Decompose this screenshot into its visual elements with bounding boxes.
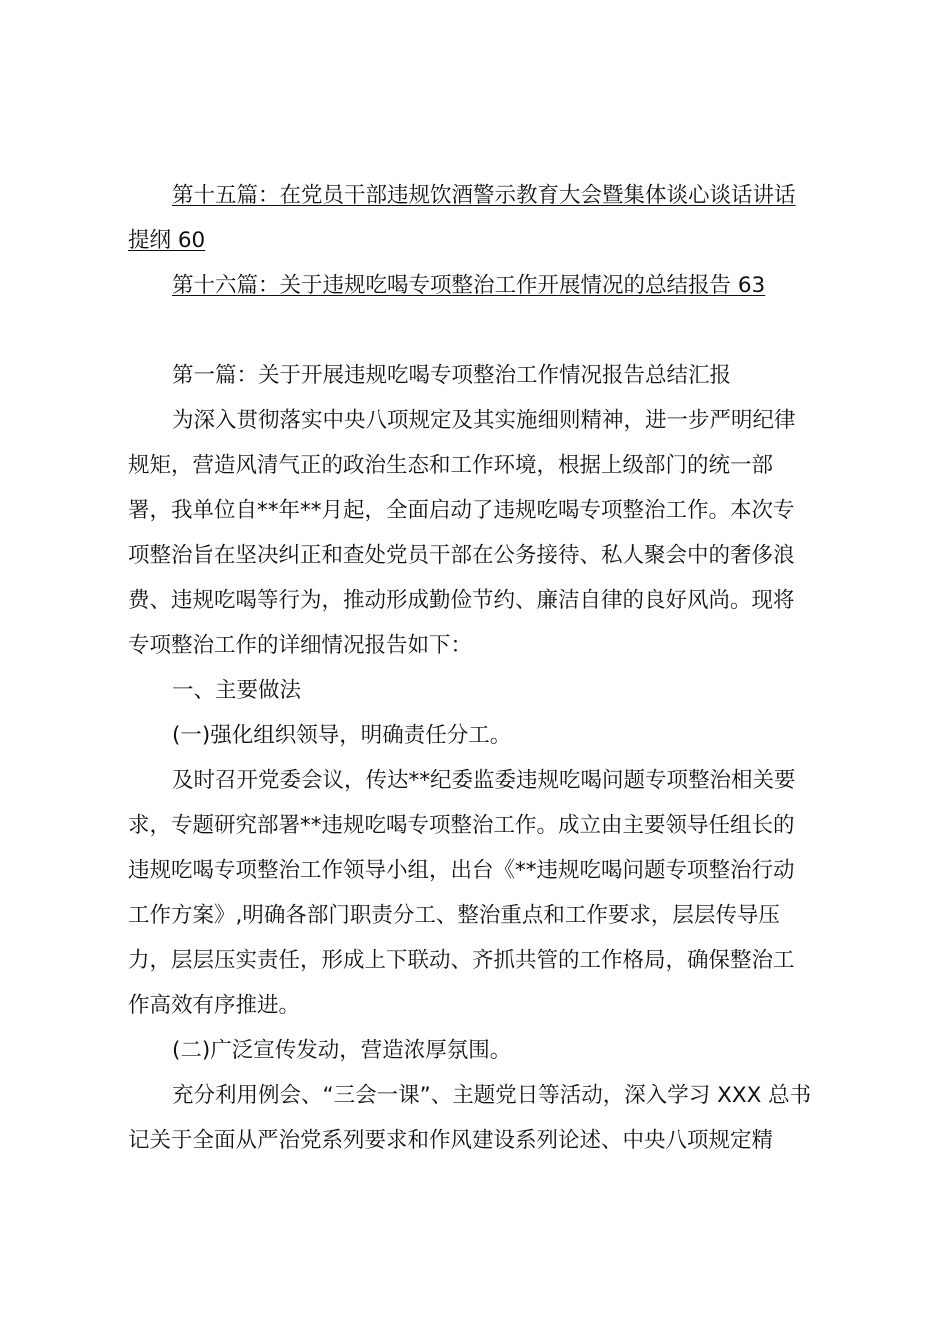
toc-entry-16[interactable] [172,271,765,301]
paragraph-line: 记关于全面从严治党系列要求和作风建设系列论述、中央八项规定精 [128,1128,774,1153]
paragraph-line: 为深入贯彻落实中央八项规定及其实施细则精神，进一步严明纪律 [172,408,796,433]
paragraph-line: 求，专题研究部署**违规吃喝专项整治工作。成立由主要领导任组长的 [128,813,795,838]
paragraph-line: 力，层层压实责任，形成上下联动、齐抓共管的工作格局，确保整治工 [128,948,795,973]
toc-link-15-page[interactable]: 提纲 60 [128,228,206,253]
paragraph-line: 充分利用例会、“三会一课”、主题党日等活动，深入学习 XXX 总书 [172,1083,812,1108]
paragraph-line: 规矩，营造风清气正的政治生态和工作环境，根据上级部门的统一部 [128,453,774,478]
paragraph-line: 及时召开党委会议，传达**纪委监委违规吃喝问题专项整治相关要 [172,768,796,793]
section-heading: 一、主要做法 [172,678,302,703]
subsection-heading: (二)广泛宣传发动，营造浓厚氛围。 [172,1038,512,1063]
paragraph-line: 费、违规吃喝等行为，推动形成勤俭节约、廉洁自律的良好风尚。现将 [128,588,795,613]
paragraph-line: 专项整治工作的详细情况报告如下： [128,633,473,658]
paragraph-line: 工作方案》,明确各部门职责分工、整治重点和工作要求，层层传导压 [128,903,780,928]
toc-entry-15-line2[interactable] [128,226,205,256]
paragraph-line: 项整治旨在坚决纠正和查处党员干部在公务接待、私人聚会中的奢侈浪 [128,543,795,568]
paragraph-line: 署，我单位自**年**月起，全面启动了违规吃喝专项整治工作。本次专 [128,498,795,523]
toc-link-15[interactable]: 第十五篇：在党员干部违规饮酒警示教育大会暨集体谈心谈话讲话 [172,183,796,208]
toc-link-16[interactable]: 第十六篇：关于违规吃喝专项整治工作开展情况的总结报告 63 [172,273,766,298]
toc-entry-15-line1[interactable] [172,181,796,211]
paragraph-line: 作高效有序推进。 [128,993,301,1018]
article-title: 第一篇：关于开展违规吃喝专项整治工作情况报告总结汇报 [172,363,732,388]
subsection-heading: (一)强化组织领导，明确责任分工。 [172,723,512,748]
paragraph-line: 违规吃喝专项整治工作领导小组，出台《**违规吃喝问题专项整治行动 [128,858,795,883]
